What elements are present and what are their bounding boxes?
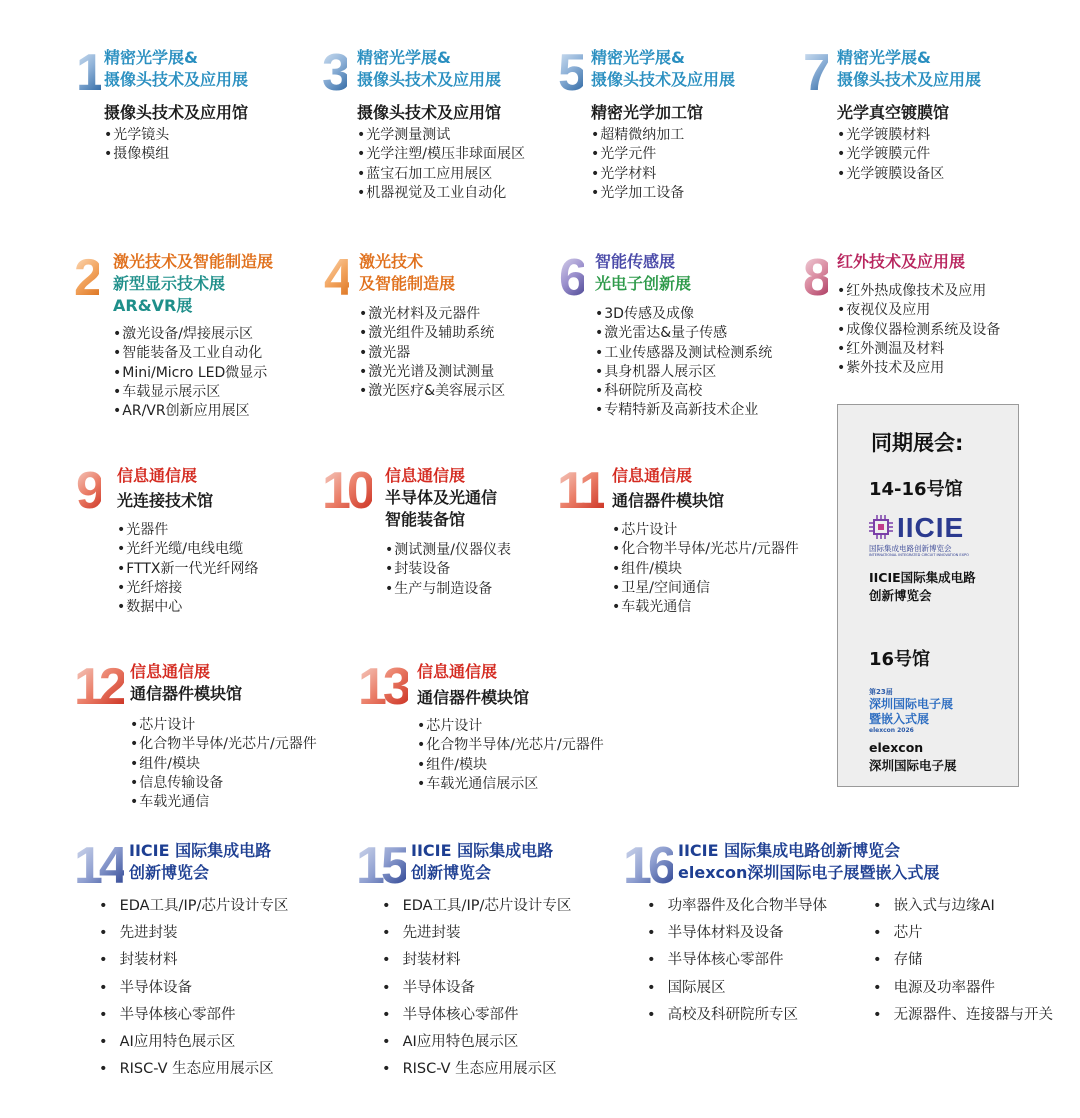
list-item: • 封装材料: [99, 947, 288, 974]
list-item: • 智能装备及工业自动化: [113, 344, 267, 363]
hall-items: [357, 126, 525, 203]
list-item: • 车载光通信展示区: [417, 775, 604, 794]
list-item: • 信息传输设备: [130, 774, 317, 793]
list-item: • 光学镀膜设备区: [837, 165, 944, 184]
hall-title: IICIE 国际集成电路 创新博览会: [129, 841, 272, 882]
list-item: • 车载光通信: [130, 793, 317, 812]
hall-items: [117, 521, 259, 617]
list-item: • 摄像模组: [104, 145, 169, 164]
list-item: • 测试测量/仪器仪表: [385, 541, 511, 560]
list-item: • 功率器件及化合物半导体: [647, 893, 827, 920]
list-item: • 封装设备: [385, 560, 511, 579]
list-item: • 光器件: [117, 521, 259, 540]
hall-title: 信息通信展: [417, 662, 498, 681]
list-item: • RISC-V 生态应用展示区: [99, 1056, 288, 1083]
list-item: • 高校及科研院所专区: [647, 1002, 827, 1029]
list-item: • 封装材料: [382, 947, 571, 974]
hall-subtitle: 摄像头技术及应用馆: [357, 103, 502, 122]
hall-subtitle: 通信器件模块馆: [612, 491, 725, 510]
hall-items: [130, 716, 317, 812]
list-item: • 芯片: [873, 920, 1053, 947]
list-item: • 半导体设备: [382, 975, 571, 1002]
iicie-logo: IICIE 国际集成电路创新博览会 INTERNATIONAL INTEGRATED CIRCUIT INNOVATION EXPO: [869, 512, 969, 557]
list-item: • 激光组件及辅助系统: [359, 324, 505, 343]
list-item: • 光学测量测试: [357, 126, 525, 145]
list-item: • 半导体核心零部件: [99, 1002, 288, 1029]
list-item: • 激光光谱及测试测量: [359, 363, 505, 382]
hall-items: [385, 541, 511, 599]
list-item: • 半导体核心零部件: [647, 947, 827, 974]
hall-title: IICIE 国际集成电路创新博览会 elexcon深圳国际电子展暨嵌入式展: [678, 841, 940, 882]
list-item: • 具身机器人展示区: [595, 363, 772, 382]
list-item: • AI应用特色展示区: [382, 1029, 571, 1056]
concurrent-exhibitions-box: [837, 404, 1019, 787]
list-item: • 存储: [873, 947, 1053, 974]
hall-items: [417, 717, 604, 794]
list-item: • 超精微纳加工: [591, 126, 684, 145]
list-item: • 车载显示展示区: [113, 383, 267, 402]
list-item: • 车载光通信: [612, 598, 799, 617]
hall-subtitle: 通信器件模块馆: [130, 684, 243, 703]
hall-subtitle: 通信器件模块馆: [417, 688, 530, 707]
list-item: • RISC-V 生态应用展示区: [382, 1056, 571, 1083]
hall-title: 精密光学展& 摄像头技术及应用展: [357, 48, 502, 89]
hall-number: 5: [558, 44, 583, 102]
hall-number: 7: [803, 44, 828, 102]
list-item: • 紫外技术及应用: [837, 359, 1000, 378]
list-item: • Mini/Micro LED微显示: [113, 364, 267, 383]
hall-title: 精密光学展& 摄像头技术及应用展: [591, 48, 736, 89]
list-item: • 组件/模块: [612, 560, 799, 579]
list-item: • 芯片设计: [612, 521, 799, 540]
list-item: • 芯片设计: [130, 716, 317, 735]
hall-number: 11: [557, 462, 604, 520]
iicie-chip-icon: [869, 515, 893, 539]
hall-number: 8: [803, 249, 828, 307]
hall-title: 信息通信展: [612, 466, 693, 485]
hall-subtitle: 精密光学加工馆: [591, 103, 704, 122]
list-item: • 激光材料及元器件: [359, 305, 505, 324]
list-item: • 科研院所及高校: [595, 382, 772, 401]
list-item: • 卫星/空间通信: [612, 579, 799, 598]
hall-subtitle: 光学真空镀膜馆: [837, 103, 950, 122]
list-item: • AR/VR创新应用展区: [113, 402, 267, 421]
elexcon-logo: 第23届 深圳国际电子展 暨嵌入式展 elexcon 2026: [869, 688, 954, 734]
concurrent-hall-a: 14-16号馆: [869, 479, 963, 500]
hall-number: 6: [559, 249, 584, 307]
hall-number: 10: [322, 462, 372, 520]
hall-number: 15: [356, 837, 406, 895]
hall-subtitle: 摄像头技术及应用馆: [104, 103, 249, 122]
list-item: • 成像仪器检测系统及设备: [837, 321, 1000, 340]
hall-items: [104, 126, 169, 165]
list-item: • 激光设备/焊接展示区: [113, 325, 267, 344]
list-item: • 化合物半导体/光芯片/元器件: [417, 736, 604, 755]
hall-number: 9: [76, 462, 101, 520]
hall-items: [612, 521, 799, 617]
list-item: • 光纤熔接: [117, 579, 259, 598]
list-item: • 半导体材料及设备: [647, 920, 827, 947]
list-item: • 生产与制造设备: [385, 580, 511, 599]
list-item: • 光学材料: [591, 165, 684, 184]
list-item: • 专精特新及高新技术企业: [595, 401, 772, 420]
hall-number: 14: [74, 837, 124, 895]
hall-number: 16: [623, 837, 673, 895]
hall-items: [99, 893, 288, 1083]
hall-items: [113, 325, 267, 421]
hall-number: 1: [76, 44, 101, 102]
hall-items: [595, 305, 772, 421]
hall-number: 12: [74, 658, 124, 716]
list-item: • AI应用特色展示区: [99, 1029, 288, 1056]
list-item: • 化合物半导体/光芯片/元器件: [130, 735, 317, 754]
list-item: • 3D传感及成像: [595, 305, 772, 324]
list-item: • 工业传感器及测试检测系统: [595, 344, 772, 363]
list-item: • EDA工具/IP/芯片设计专区: [99, 893, 288, 920]
hall-title: 红外技术及应用展: [837, 252, 966, 271]
hall-subtitle: 半导体及光通信 智能装备馆: [385, 488, 498, 529]
list-item: • 光学注塑/模压非球面展区: [357, 145, 525, 164]
iicie-name: IICIE国际集成电路 创新博览会: [869, 570, 976, 603]
list-item: • 光学镀膜材料: [837, 126, 944, 145]
list-item: • 光学加工设备: [591, 184, 684, 203]
list-item: • 芯片设计: [417, 717, 604, 736]
hall-subtitle: 光连接技术馆: [117, 491, 214, 510]
hall-title: 激光技术及智能制造展 新型显示技术展 AR&VR展: [113, 252, 274, 315]
hall-number: 13: [358, 658, 408, 716]
list-item: • 数据中心: [117, 598, 259, 617]
list-item: • 激光器: [359, 344, 505, 363]
hall-items: [382, 893, 571, 1083]
list-item: • 化合物半导体/光芯片/元器件: [612, 540, 799, 559]
list-item: • 半导体核心零部件: [382, 1002, 571, 1029]
hall-items: [359, 305, 505, 401]
hall-number: 4: [324, 249, 349, 307]
hall-number: 3: [322, 44, 347, 102]
hall-number: 2: [74, 249, 99, 307]
list-item: • 光学镀膜元件: [837, 145, 944, 164]
hall-items-secondary: [873, 893, 1053, 1029]
list-item: • 电源及功率器件: [873, 975, 1053, 1002]
concurrent-title: 同期展会:: [871, 431, 964, 455]
hall-title: 精密光学展& 摄像头技术及应用展: [104, 48, 249, 89]
hall-items: [647, 893, 827, 1029]
hall-items: [837, 126, 944, 184]
elexcon-name: elexcon 深圳国际电子展: [869, 740, 957, 773]
list-item: • 激光雷达&量子传感: [595, 324, 772, 343]
list-item: • 先进封装: [382, 920, 571, 947]
list-item: • 无源器件、连接器与开关: [873, 1002, 1053, 1029]
hall-title: 信息通信展: [117, 466, 198, 485]
list-item: • EDA工具/IP/芯片设计专区: [382, 893, 571, 920]
hall-title: 激光技术 及智能制造展: [359, 252, 456, 293]
list-item: • 夜视仪及应用: [837, 301, 1000, 320]
hall-title: IICIE 国际集成电路 创新博览会: [411, 841, 554, 882]
list-item: • 光纤光缆/电线电缆: [117, 540, 259, 559]
hall-items: [837, 282, 1000, 378]
list-item: • 光学镜头: [104, 126, 169, 145]
list-item: • 光学元件: [591, 145, 684, 164]
list-item: • 机器视觉及工业自动化: [357, 184, 525, 203]
list-item: • 组件/模块: [417, 756, 604, 775]
list-item: • 红外测温及材料: [837, 340, 1000, 359]
list-item: • 嵌入式与边缘AI: [873, 893, 1053, 920]
hall-title: 精密光学展& 摄像头技术及应用展: [837, 48, 982, 89]
hall-title: 信息通信展: [385, 466, 466, 485]
concurrent-hall-b: 16号馆: [869, 649, 931, 670]
hall-title: 信息通信展: [130, 662, 211, 681]
list-item: • 红外热成像技术及应用: [837, 282, 1000, 301]
list-item: • 先进封装: [99, 920, 288, 947]
list-item: • 激光医疗&美容展示区: [359, 382, 505, 401]
list-item: • 蓝宝石加工应用展区: [357, 165, 525, 184]
list-item: • FTTX新一代光纤网络: [117, 560, 259, 579]
hall-title: 智能传感展 光电子创新展: [595, 252, 692, 293]
hall-items: [591, 126, 684, 203]
list-item: • 国际展区: [647, 975, 827, 1002]
list-item: • 组件/模块: [130, 755, 317, 774]
list-item: • 半导体设备: [99, 975, 288, 1002]
